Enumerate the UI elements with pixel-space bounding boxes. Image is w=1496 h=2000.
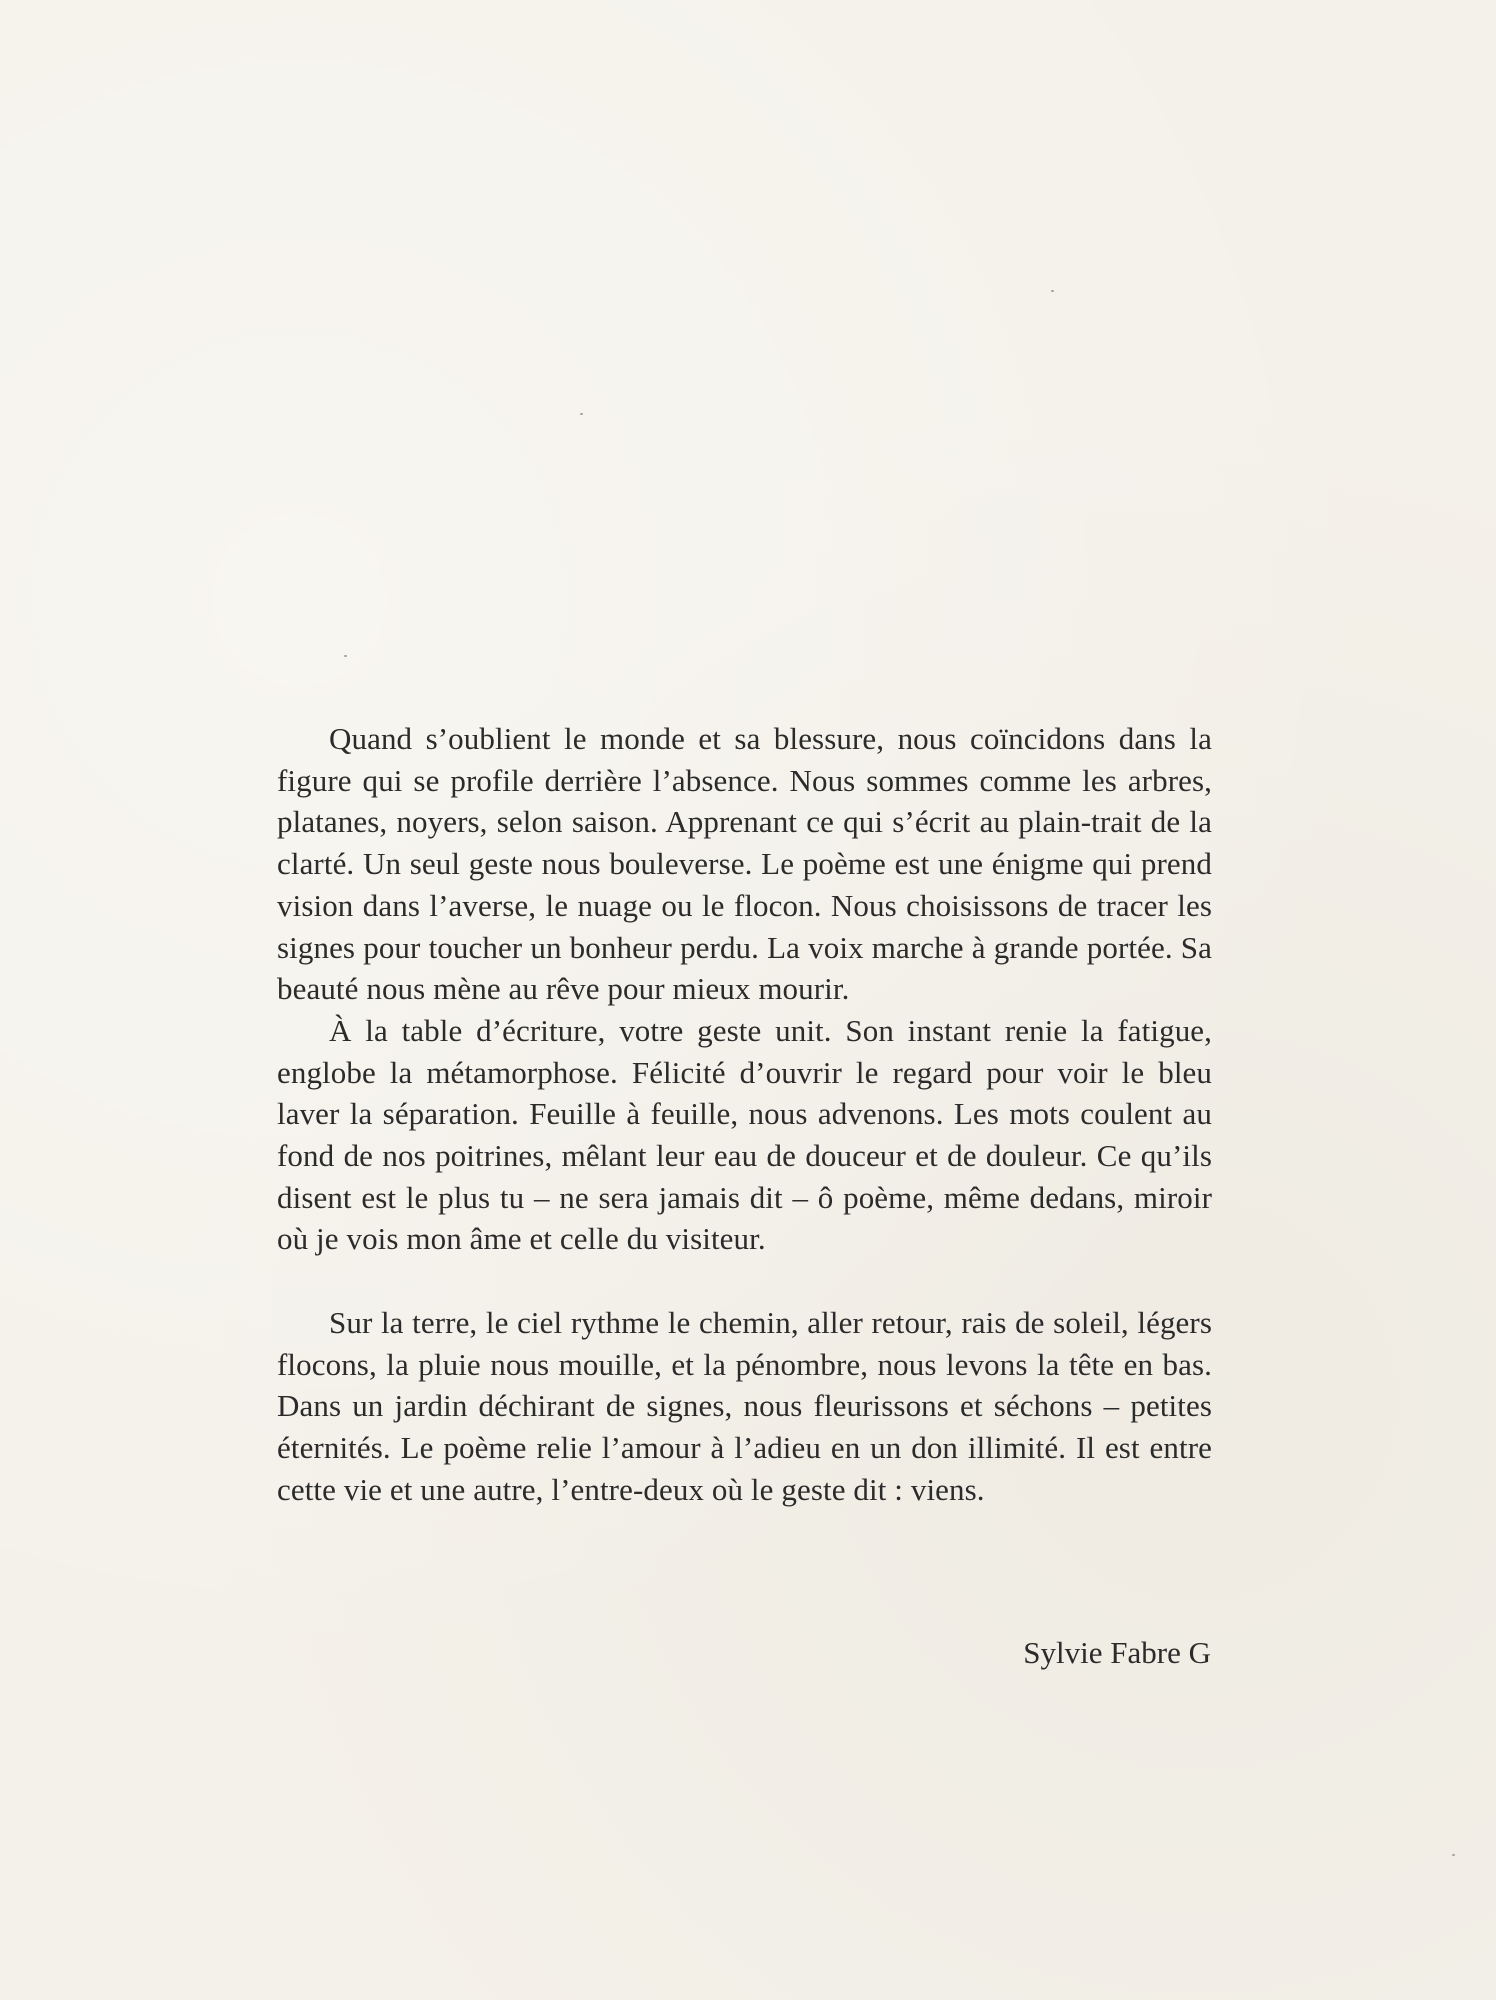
paragraph-2: À la table d’écriture, votre geste unit. Son instant renie la fatigue, englobe la métamorphose. Félicité d’ouvrir le regard pour voir le bleu laver la séparation. Feuille à feuille, nous advenons. Les mots coulent au fond de nos poitrines, mêlant leur eau de douceur et de douleur. Ce qu’ils disent est le plus tu – ne sera jamais dit – ô poème, même dedans, miroir où je vois mon âme et celle du visiteur. bbox=[277, 1012, 1212, 1257]
poem-text bbox=[277, 718, 1212, 1510]
paragraph-1: Quand s’oublient le monde et sa blessure, nous coïncidons dans la figure qui se profile derrière l’absence. Nous sommes comme les arbres, platanes, noyers, selon saison. Apprenant ce qui s’écrit au plain-trait de la clarté. Un seul geste nous bouleverse. Le poème est une énigme qui prend vision dans l’averse, le nuage ou le flocon. Nous choisissons de tracer les signes pour toucher un bonheur perdu. La voix marche à grande portée. Sa beauté nous mène au rêve pour mieux mourir. bbox=[277, 721, 1212, 1007]
paper-speck bbox=[1051, 290, 1054, 292]
author-signature: Sylvie Fabre G bbox=[1023, 1635, 1211, 1670]
paper-speck bbox=[344, 655, 347, 657]
paper-speck bbox=[1452, 1854, 1455, 1856]
paper-speck bbox=[580, 413, 583, 415]
paragraph-3: Sur la terre, le ciel rythme le chemin, aller retour, rais de soleil, légers flocons, la pluie nous mouille, et la pénombre, nous levons la tête en bas. Dans un jardin déchirant de signes, nous fleurissons et séchons – petites éternités. Le poème relie l’amour à l’adieu en un don illimité. Il est entre cette vie et une autre, l’entre-deux où le geste dit : viens. bbox=[277, 1304, 1212, 1507]
